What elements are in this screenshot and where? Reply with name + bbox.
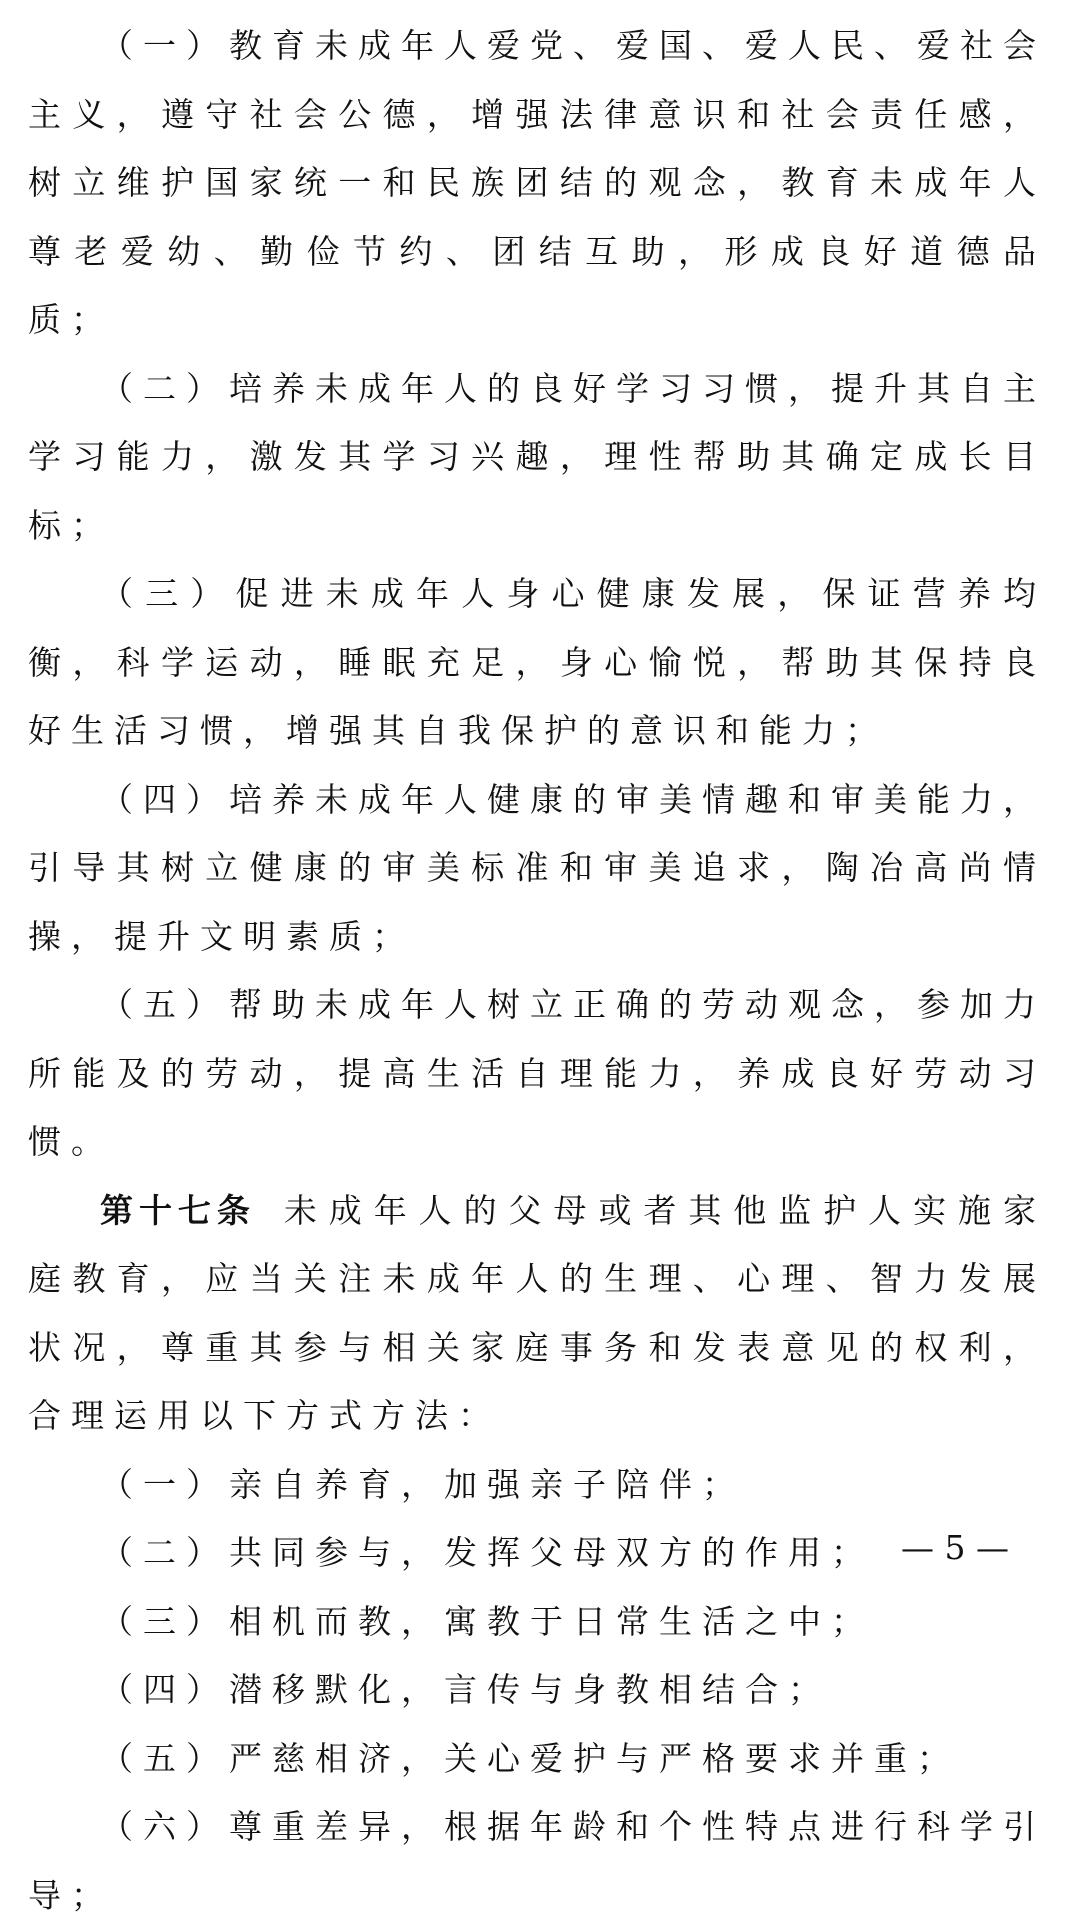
article-17 [28, 1177, 1046, 1451]
page-number: — 5 — [901, 1528, 1009, 1567]
document-body [28, 12, 1046, 1930]
paragraph-2: （二）培养未成年人的良好学习习惯，提升其自主学习能力，激发其学习兴趣，理性帮助其确定成长目标； [28, 368, 1046, 545]
method-item-1: （一）亲自养育，加强亲子陪伴； [100, 1464, 745, 1504]
method-item-3: （三）相机而教，寓教于日常生活之中； [100, 1601, 874, 1641]
article-number: 第十七条 [100, 1190, 256, 1230]
article-text: 未成年人的父母或者其他监护人实施家庭教育，应当关注未成年人的生理、心理、智力发展状况，尊重其参与相关家庭事务和发表意见的权利，合理运用以下方式方法： [28, 1190, 1047, 1435]
paragraph-1: （一）教育未成年人爱党、爱国、爱人民、爱社会主义，遵守社会公德，增强法律意识和社会责任感，树立维护国家统一和民族团结的观念，教育未成年人尊老爱幼、勤俭节约、团结互助，形成良好道德品质； [28, 26, 1046, 339]
paragraph-5: （五）帮助未成年人树立正确的劳动观念，参加力所能及的劳动，提高生活自理能力，养成良好劳动习惯。 [28, 985, 1046, 1161]
paragraph-4: （四）培养未成年人健康的审美情趣和审美能力，引导其树立健康的审美标准和审美追求，陶冶高尚情操，提升文明素质； [28, 779, 1046, 956]
paragraph-3: （三）促进未成年人身心健康发展，保证营养均衡，科学运动，睡眠充足，身心愉悦，帮助其保持良好生活习惯，增强其自我保护的意识和能力； [28, 574, 1046, 750]
method-item-5: （五）严慈相济，关心爱护与严格要求并重； [100, 1738, 960, 1778]
method-item-4: （四）潜移默化，言传与身教相结合； [100, 1670, 831, 1709]
method-item-2: （二）共同参与，发挥父母双方的作用； [100, 1533, 874, 1572]
method-item-6: （六）尊重差异，根据年龄和个性特点进行科学引导； [28, 1807, 1046, 1915]
